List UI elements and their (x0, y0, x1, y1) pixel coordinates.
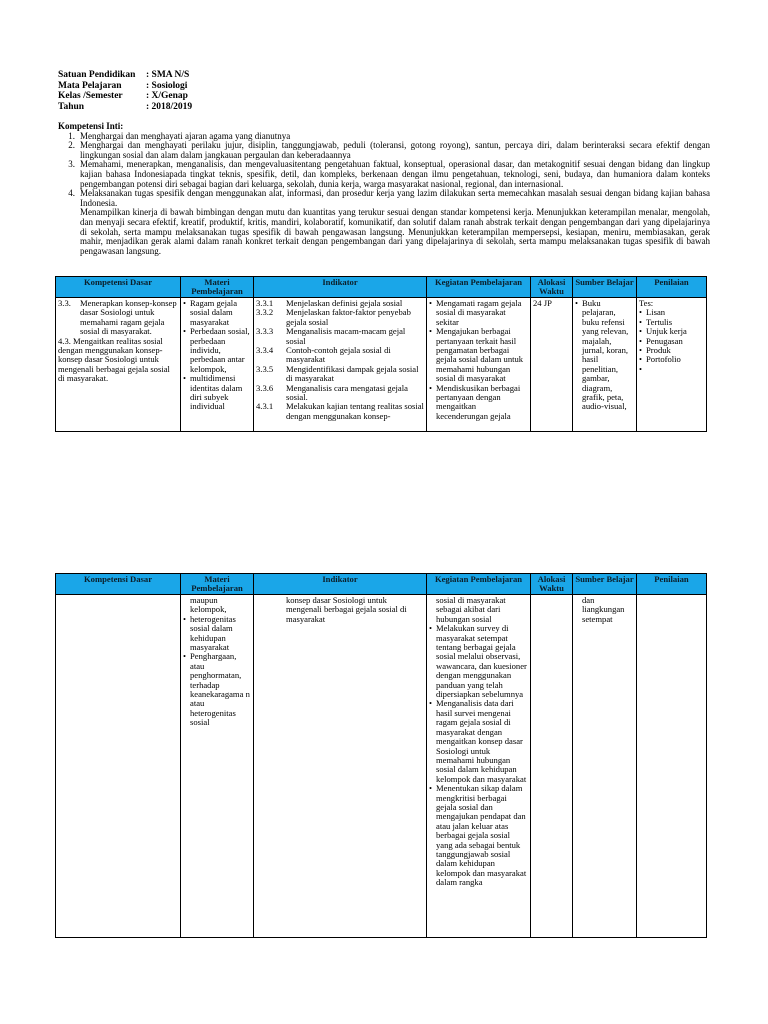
indicator-text: Mengidentifikasi dampak gejala sosial di masyarakat (286, 363, 419, 384)
identity-value: : X/Genap (146, 91, 188, 101)
item-text: Melaksanakan tugas spesifik dengan menggunakan alat, informasi, dan prosedur kerja yang lazim dilakukan serta memecahkan masalah sesuai dengan bidang kajian bahasa Indonesia. (80, 188, 710, 208)
list-item: • Menganalisis data dari hasil survei mengenai ragam gejala sosial di masyarakat dengan mengaitkan konsep dasar Sosiologi untuk memahami hubungan sosial dalam kehidupan kelompok dan masyarakat (429, 699, 528, 784)
indikator-cell (254, 298, 427, 432)
syllabus-table (55, 276, 707, 432)
kegiatan-list (429, 299, 528, 421)
kegiatan-continuation: sosial di masyarakat sebagai akibat dari hubungan sosial (436, 595, 506, 624)
list-item: • Portofolio (639, 355, 704, 364)
kompetensi-inti-section (58, 122, 710, 256)
kegiatan-list (429, 624, 528, 887)
identity-row (58, 70, 192, 81)
item-number: 2. (68, 140, 75, 151)
table-row (56, 298, 707, 432)
indicator-number: 3.3.6 (256, 382, 274, 393)
list-item: • Perbedaan sosial, perbedaan individu, perbedaan antar kelompok, (183, 327, 251, 374)
list-item: • Ragam gejala sosial dalam masyarakat (183, 299, 251, 327)
list-item: • Lisan (639, 308, 704, 317)
list-item: • Penghargaan, atau penghormatan, terhadap keanekaragama n atau heterogenitas sosial (183, 652, 251, 727)
item-text: Memahami, menerapkan, menganalisis, dan mengevaluasitentang pengetahuan faktual, konseptual, operasional dasar, dan metakognitif sesuai dengan bidang dan lingkup kajian bahasa Indonesiapada tingkat teknis, spesifik, detil, dan kompleks, berkenaan dengan ilmu pengetahuan, teknologi, seni, budaya, dan humaniora dalam konteks pengembangan potensi diri sebagai bagian dari keluarga, sekolah, dunia kerja, warga masyarakat nasional, regional, dan internasional. (80, 159, 710, 189)
indicator-text: Melakukan kajian tentang realitas sosial dengan menggunakan konsep- (286, 401, 424, 421)
kompetensi-inti-item (58, 160, 710, 189)
header-kompetensi-dasar: Kompetensi Dasar (56, 277, 181, 298)
indicator-item (256, 346, 424, 365)
materi-list (183, 615, 251, 728)
identity-value: : SMA N/S (146, 70, 190, 80)
indicator-text: Menganalisis macam-macam gejal sosial (286, 326, 406, 346)
indicator-item (256, 327, 424, 346)
list-item: • Menentukan sikap dalam mengkritisi berbagai gejala sosial dan mengajukan pendapat dan atau jalan keluar atas berbagai gejala sosial yang ada sebagai bentuk tanggungjawab sosial dalam kehidupan kelompok dan masyarakat dalam rangka (429, 784, 528, 887)
kompetensi-inti-item (58, 141, 710, 160)
kegiatan-cell (427, 595, 531, 938)
header-materi: Materi Pembelajaran (181, 574, 254, 595)
penilaian-cell (637, 595, 707, 938)
identity-label: Mata Pelajaran (58, 80, 122, 91)
header-indikator: Indikator (254, 277, 427, 298)
materi-continuation: maupun kelompok, (190, 595, 227, 615)
penilaian-list (639, 308, 704, 364)
indicator-number: 3.3.2 (256, 307, 274, 318)
item-number: 1. (68, 130, 75, 141)
list-item: • Mengamati ragam gejala sosial di masyarakat sekitar (429, 299, 528, 327)
header-alokasi: Alokasi Waktu (531, 277, 573, 298)
kompetensi-inti-extra: Menampilkan kinerja di bawah bimbingan dengan mutu dan kuantitas yang terukur sesuai dengan standar kompetensi kerja. Menunjukkan keterampilan menalar, mengolah, dan menyaji secara efektif, kreatif, produktif, kritis, mandiri, kolaboratif, komunikatif, dan solutif dalam ranah abstrak terkait dengan pengembangan dari yang dipelajarinya di sekolah, serta mampu melaksanakan tugas spesifik di bawah pengawasan langsung. Menunjukkan keterampilan mempersepsi, kesiapan, meniru, membiasakan, gerak mahir, menjadikan gerak alami dalam ranah konkret terkait dengan pengembangan dari yang dipelajarinya di sekolah, serta mampu melaksanakan tugas spesifik di bawah pengawasan langsung. (80, 207, 710, 256)
kegiatan-cell (427, 298, 531, 432)
indicator-number: 3.3.1 (256, 298, 274, 308)
table-row (56, 595, 707, 938)
identity-block (58, 70, 192, 112)
kd-cell (56, 595, 181, 938)
penilaian-title: Tes: (639, 298, 654, 308)
list-item: • Tertulis (639, 318, 704, 327)
indicator-text: Menjelaskan definisi gejala sosial (286, 298, 403, 308)
list-item: • Unjuk kerja (639, 327, 704, 336)
indicator-number: 3.3.3 (256, 326, 274, 337)
alokasi-cell: 24 JP (531, 298, 573, 432)
indicator-item (256, 402, 424, 421)
identity-row (58, 91, 192, 102)
header-kegiatan: Kegiatan Pembelajaran (427, 574, 531, 595)
identity-label: Tahun (58, 101, 85, 112)
indicator-text: Contoh-contoh gejala sosial di masyarakat (286, 345, 391, 365)
table-header-row (56, 277, 707, 298)
kd-cell (56, 298, 181, 432)
kompetensi-inti-title: Kompetensi Inti: (58, 121, 124, 131)
header-kegiatan: Kegiatan Pembelajaran (427, 277, 531, 298)
materi-list (183, 299, 251, 412)
header-sumber: Sumber Belajar (573, 277, 637, 298)
sumber-continuation: dan liangkungan setempat (582, 595, 625, 624)
kompetensi-inti-list (58, 132, 710, 209)
header-indikator: Indikator (254, 574, 427, 595)
indicator-item (256, 384, 424, 403)
kd-number: 3.3. (58, 298, 71, 308)
header-kompetensi-dasar: Kompetensi Dasar (56, 574, 181, 595)
indicator-item (256, 365, 424, 384)
identity-value: : 2018/2019 (146, 101, 193, 112)
indicator-number: 4.3.1 (256, 401, 274, 412)
list-item: • heterogenitas sosial dalam kehidupan masyarakat (183, 615, 251, 653)
alokasi-cell (531, 595, 573, 938)
header-sumber: Sumber Belajar (573, 574, 637, 595)
penilaian-cell (637, 298, 707, 432)
list-item: • multidimensi identitas dalam diri subyek individual (183, 374, 251, 412)
identity-label: Satuan Pendidikan (58, 70, 136, 80)
indicator-item (256, 308, 424, 327)
sumber-cell (573, 298, 637, 432)
list-item: • Penugasan (639, 337, 704, 346)
item-text: Menghargai dan menghayati perilaku jujur, disiplin, tanggungjawab, peduli (toleransi, gotong royong), santun, percaya diri, dalam berinteraksi secara efektif dengan lingkungan sosial dan alam dalam jangkauan pergaulan dan keberadaannya (80, 140, 710, 160)
item-number: 4. (68, 188, 75, 199)
list-item: • Produk (639, 346, 704, 355)
table-header-row (56, 574, 707, 595)
identity-value: : Sosiologi (146, 80, 188, 91)
indikator-cell (254, 595, 427, 938)
identity-label: Kelas /Semester (58, 91, 123, 101)
kd-item (58, 299, 178, 337)
kd-text: Menerapkan konsep-konsep dasar Sosiologi untuk memahami ragam gejala sosial di masyarakat. (80, 298, 177, 337)
item-number: 3. (68, 159, 75, 170)
header-penilaian: Penilaian (637, 574, 707, 595)
sumber-cell (573, 595, 637, 938)
list-item: • Melakukan survey di masyarakat setempat tentang berbagai gejala sosial melalui observasi, wawancara, dan kuesioner dengan menggunakan panduan yang telah dipersiapkan sebelumnya (429, 624, 528, 699)
indicator-number: 3.3.5 (256, 363, 274, 374)
materi-cell (181, 298, 254, 432)
indicator-text: Menganalisis cara mengatasi gejala sosial. (286, 382, 408, 403)
indicator-continuation: konsep dasar Sosiologi untuk mengenali berbagai gejala sosial di masyarakat (286, 595, 407, 624)
header-alokasi: Alokasi Waktu (531, 574, 573, 595)
kompetensi-inti-item (58, 189, 710, 208)
header-materi: Materi Pembelajaran (181, 277, 254, 298)
indicator-number: 3.3.4 (256, 345, 274, 356)
header-penilaian: Penilaian (637, 277, 707, 298)
item-text: Menghargai dan menghayati ajaran agama yang dianutnya (80, 130, 291, 141)
list-item: • Buku pelajaran, buku refensi yang relevan, majalah, jurnal, koran, hasil penelitian, gambar, diagram, grafik, peta, audio-visual, (575, 299, 634, 412)
identity-row (58, 81, 192, 92)
kd-item-text: 4.3. Mengaitkan realitas sosial dengan menggunakan konsep-konsep dasar Sosiologi untuk mengenali berbagai gejala sosial di masyarakat. (58, 335, 170, 384)
materi-cell (181, 595, 254, 938)
identity-row (58, 102, 192, 113)
indicator-text: Menjelaskan faktor-faktor penyebab gejala sosial (286, 307, 411, 327)
syllabus-table-continued (55, 573, 707, 938)
sumber-list (575, 299, 634, 412)
list-item: • Mengajukan berbagai pertanyaan terkait hasil pengamatan berbagai gejala sosial dalam untuk memahami hubungan sosial di masyarakat (429, 327, 528, 383)
list-item: • Mendiskusikan berbagai pertanyaan dengan mengaitkan kecenderungan gejala (429, 384, 528, 422)
